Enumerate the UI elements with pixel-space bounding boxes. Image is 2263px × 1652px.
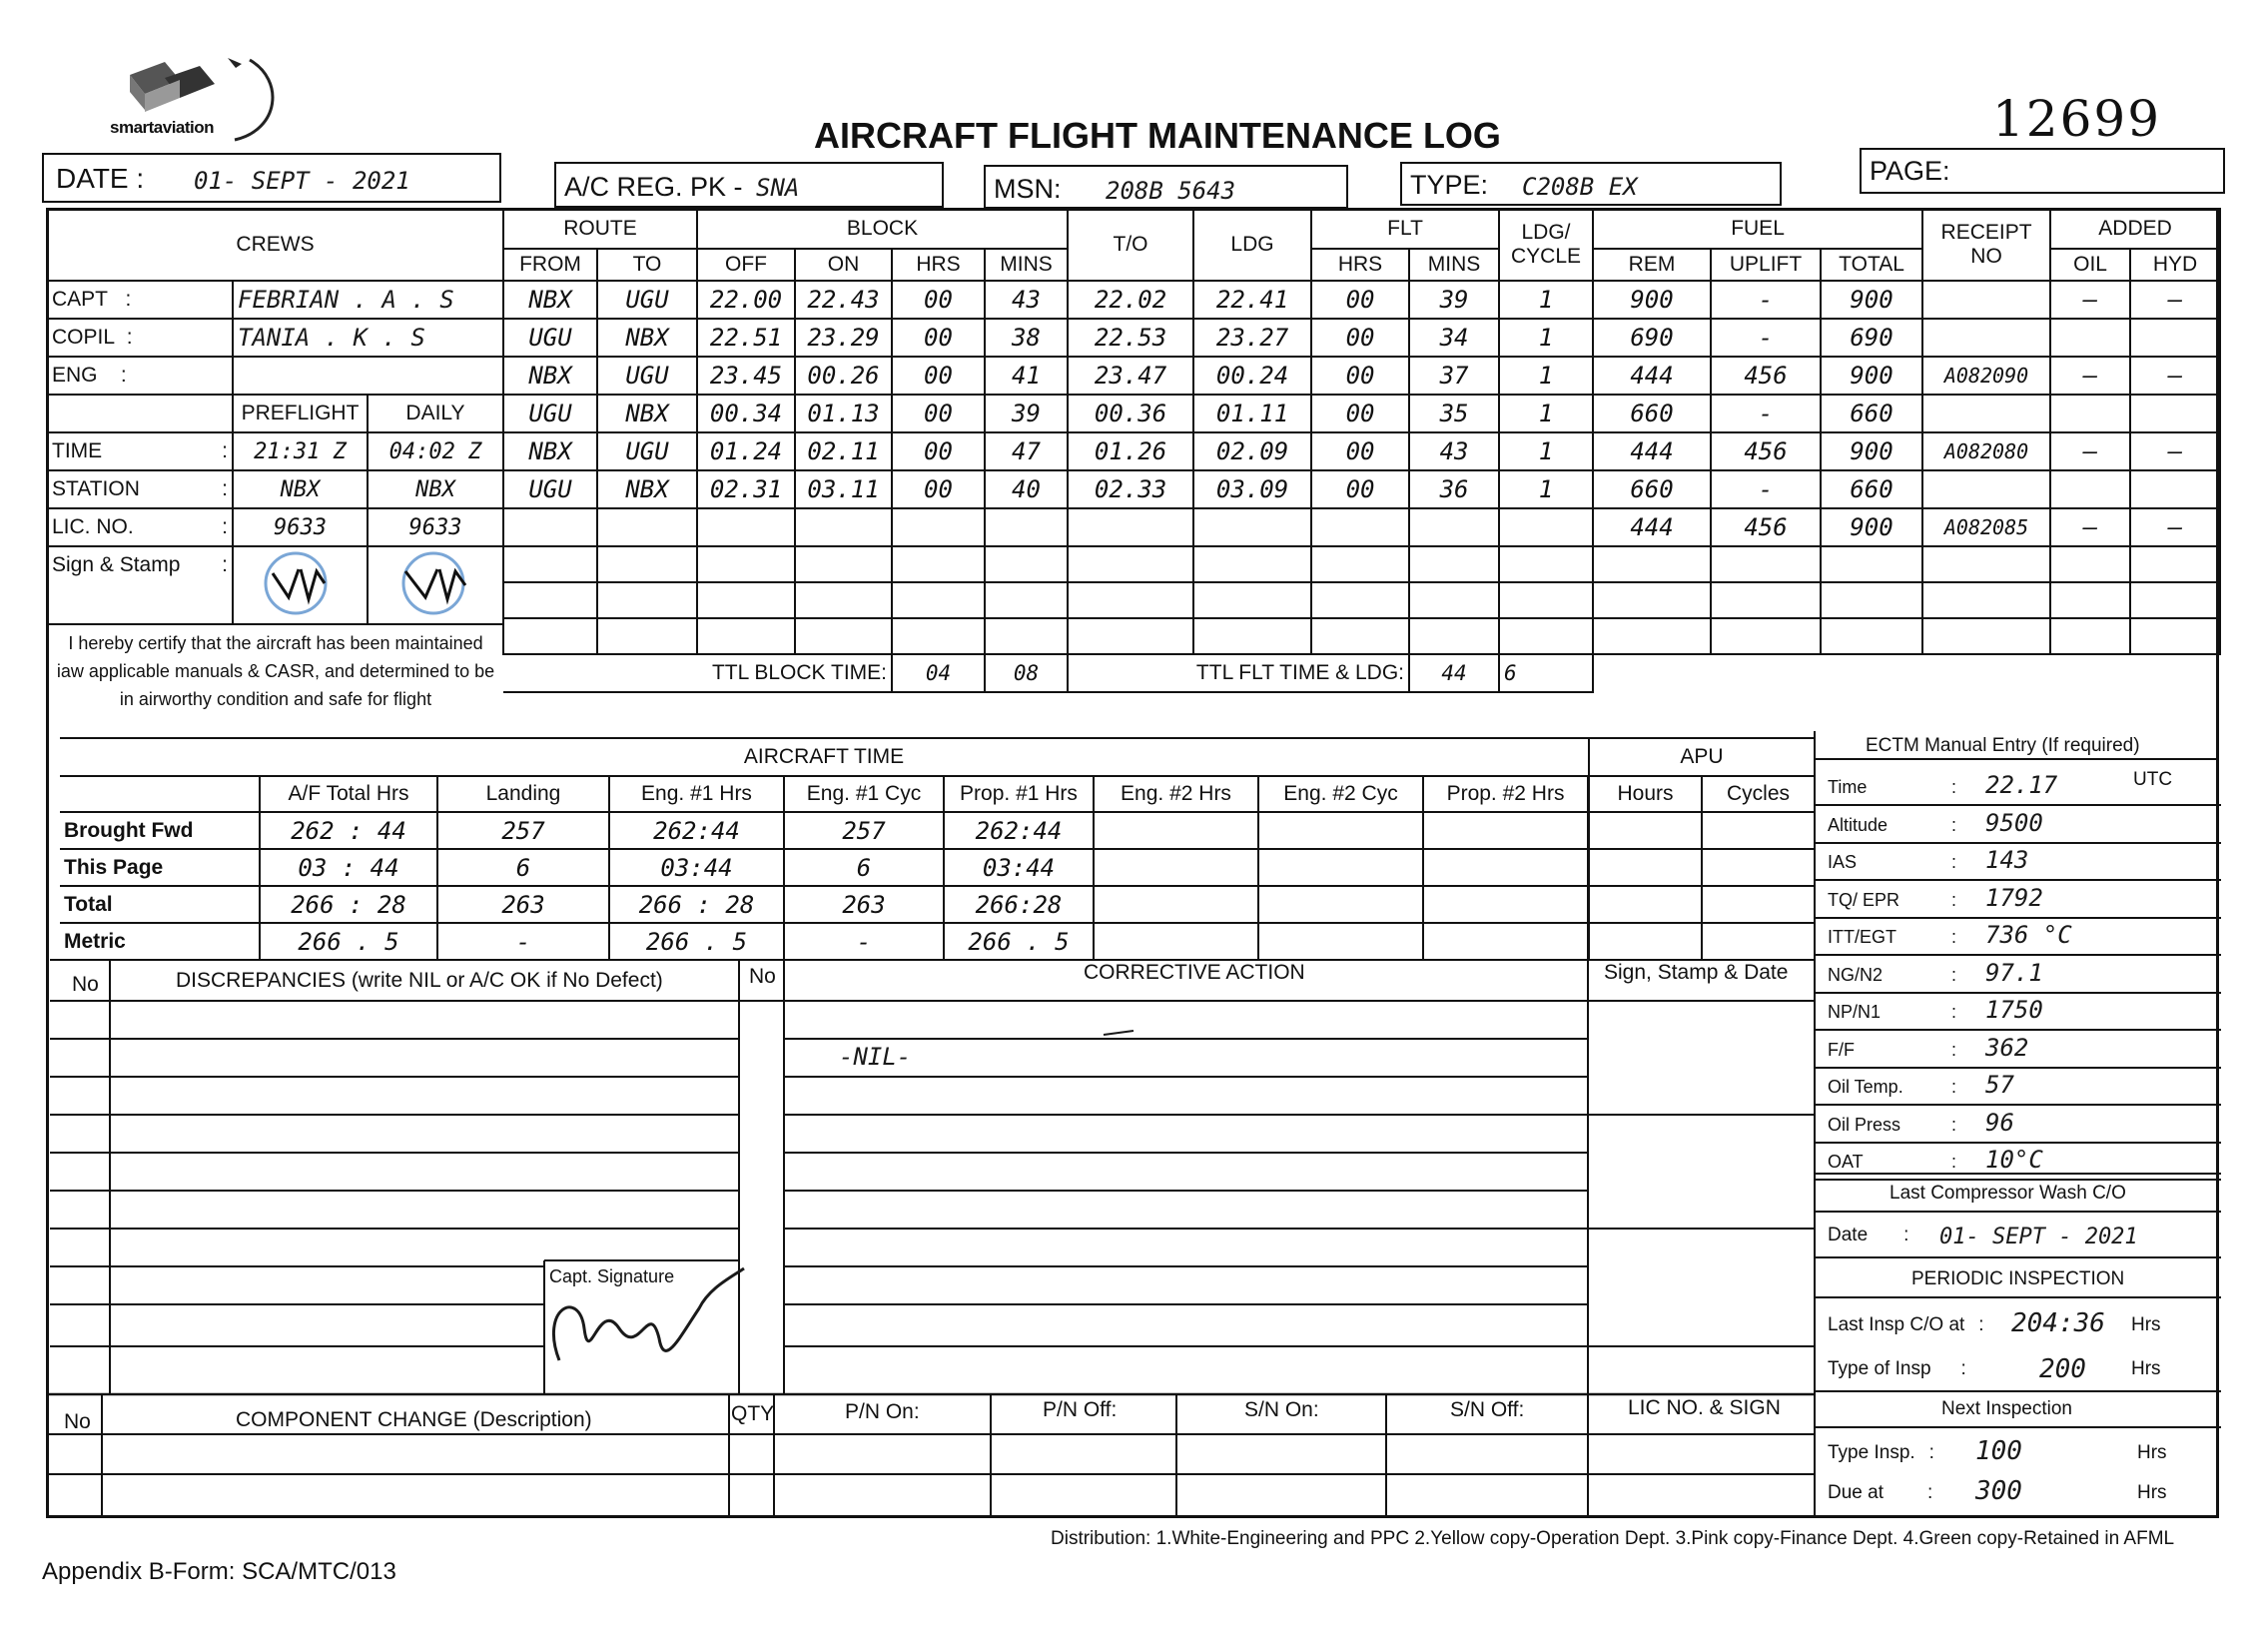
ectm-value[interactable]: 1750 [1985, 996, 2043, 1024]
aircraft-time-col-heading: Prop. #2 Hrs [1423, 776, 1588, 812]
flight-block-hrs-cell[interactable]: 00 [892, 319, 985, 357]
flt-hrs-heading: HRS [1311, 249, 1409, 281]
flight-fuel-total-cell[interactable]: 660 [1821, 470, 1922, 508]
copil-name[interactable]: TANIA . K . S [233, 319, 503, 357]
component-change-heading: COMPONENT CHANGE (Description) [236, 1408, 592, 1431]
aircraft-time-value-cell[interactable]: 266 . 5 [260, 923, 437, 960]
flight-to-cell[interactable]: UGU [597, 357, 697, 395]
aircraft-time-value-cell[interactable]: - [437, 923, 609, 960]
ectm-value[interactable]: 362 [1985, 1033, 2029, 1062]
lic-sign-heading: LIC NO. & SIGN [1628, 1396, 1781, 1419]
total-heading: TOTAL [1821, 249, 1922, 281]
block-hrs-heading: HRS [892, 249, 985, 281]
ectm-label: Oil Temp. [1828, 1077, 1903, 1097]
msn-value: 208B 5643 [1106, 177, 1236, 205]
distribution-note: Distribution: 1.White-Engineering and PPC 2.Yellow copy-Operation Dept. 3.Pink copy-Finance Dept. 4.Green copy-Retained in AFML [1051, 1528, 2175, 1549]
lic-daily[interactable]: 9633 [368, 508, 503, 546]
uplift-heading: UPLIFT [1711, 249, 1821, 281]
ectm-label: OAT [1828, 1152, 1864, 1172]
ectm-colon: : [1951, 964, 1957, 985]
flight-fuel-uplift-cell[interactable]: - [1711, 470, 1821, 508]
ectm-label: ITT/EGT [1828, 927, 1896, 947]
aircraft-time-row-label: This Page [60, 849, 260, 886]
flight-to-time-cell[interactable]: 22.53 [1068, 319, 1193, 357]
aircraft-time-value-cell[interactable]: 262:44 [609, 812, 784, 849]
aircraft-time-value-cell[interactable]: 262 : 44 [260, 812, 437, 849]
daily-label: DAILY [368, 395, 503, 432]
ttl-block-hrs[interactable]: 04 [892, 654, 985, 692]
aircraft-time-value-cell[interactable]: 257 [437, 812, 609, 849]
flight-flt-hrs-cell[interactable]: 00 [1311, 470, 1409, 508]
flight-receipt-no-cell[interactable]: A082085 [1922, 508, 2050, 546]
flight-fuel-rem-cell[interactable]: 900 [1593, 281, 1711, 319]
crews-heading: CREWS [47, 209, 503, 281]
flight-on-cell[interactable]: 02.11 [795, 432, 892, 470]
flight-oil-added-cell[interactable]: — [2050, 357, 2130, 395]
ectm-value[interactable]: 143 [1985, 846, 2029, 874]
flight-cycle-cell[interactable]: 1 [1499, 432, 1593, 470]
flight-block-mins-cell[interactable]: 41 [985, 357, 1068, 395]
flight-ldg-cell[interactable]: 02.09 [1193, 432, 1311, 470]
ectm-colon: : [1951, 927, 1957, 947]
ectm-colon: : [1951, 1152, 1957, 1172]
flight-block-hrs-cell[interactable]: 00 [892, 470, 985, 508]
aircraft-time-row-label: Brought Fwd [60, 812, 260, 849]
aircraft-time-value-cell[interactable]: 6 [437, 849, 609, 886]
flight-on-cell[interactable]: 22.43 [795, 281, 892, 319]
ectm-label: Altitude [1828, 814, 1888, 835]
flight-fuel-uplift-cell[interactable]: 456 [1711, 508, 1821, 546]
aircraft-time-col-heading: A/F Total Hrs [260, 776, 437, 812]
flight-to-time-cell[interactable]: 00.36 [1068, 395, 1193, 432]
flight-oil-added-cell[interactable]: — [2050, 508, 2130, 546]
flight-on-cell[interactable]: 03.11 [795, 470, 892, 508]
ectm-label: TQ/ EPR [1828, 889, 1900, 910]
ectm-value[interactable]: 97.1 [1985, 958, 2043, 987]
aircraft-time-value-cell[interactable]: 266:28 [944, 886, 1094, 923]
flight-to-cell[interactable]: NBX [597, 319, 697, 357]
station-preflight[interactable]: NBX [233, 470, 368, 508]
ttl-flt-label: TTL FLT TIME & LDG: [1068, 654, 1409, 692]
last-insp-value[interactable]: 204:36 [2011, 1308, 2105, 1338]
flight-on-cell[interactable]: 23.29 [795, 319, 892, 357]
flight-fuel-total-cell[interactable]: 690 [1821, 319, 1922, 357]
next-inspection-heading: Next Inspection [1941, 1398, 2072, 1419]
next-type-hrs: Hrs [2137, 1442, 2167, 1463]
discrepancies-heading: DISCREPANCIES (write NIL or A/C OK if No Defect) [176, 969, 663, 992]
ldg-cycle-heading: LDG/ CYCLE [1499, 209, 1593, 281]
ectm-value[interactable]: 736 °C [1985, 921, 2072, 949]
copil-label: COPIL : [47, 319, 233, 357]
ectm-value[interactable]: 96 [1985, 1108, 2014, 1137]
ectm-colon: : [1951, 1002, 1957, 1022]
aircraft-time-col-heading: Eng. #1 Hrs [609, 776, 784, 812]
aircraft-time-value-cell[interactable]: 266 . 5 [609, 923, 784, 960]
flight-receipt-no-cell[interactable]: A082080 [1922, 432, 2050, 470]
flt-mins-heading: MINS [1409, 249, 1499, 281]
aircraft-time-col-heading: Eng. #2 Cyc [1258, 776, 1423, 812]
flight-block-mins-cell[interactable]: 47 [985, 432, 1068, 470]
flight-to-time-cell[interactable]: 22.02 [1068, 281, 1193, 319]
due-hrs: Hrs [2137, 1482, 2167, 1503]
disc-no-label: No [72, 973, 99, 996]
sn-on-heading: S/N On: [1244, 1398, 1319, 1421]
route-heading: ROUTE [503, 209, 697, 249]
page-label: PAGE: [1870, 156, 1950, 186]
ldg-heading: LDG [1193, 209, 1311, 281]
eng-label: ENG : [47, 357, 233, 395]
sign-stamp-label: Sign & Stamp : [47, 546, 233, 624]
ectm-colon: : [1951, 777, 1957, 797]
flight-receipt-no-cell[interactable]: A082090 [1922, 357, 2050, 395]
flight-off-cell[interactable]: 02.31 [697, 470, 795, 508]
pn-off-heading: P/N Off: [1043, 1398, 1118, 1421]
ectm-label: F/F [1828, 1039, 1855, 1060]
block-heading: BLOCK [697, 209, 1068, 249]
aircraft-time-value-cell[interactable]: 03:44 [944, 849, 1094, 886]
sign-stamp-date-heading: Sign, Stamp & Date [1604, 961, 1789, 984]
aircraft-time-value-cell[interactable]: - [784, 923, 944, 960]
flight-hyd-added-cell[interactable]: — [2130, 432, 2220, 470]
flight-fuel-uplift-cell[interactable]: 456 [1711, 357, 1821, 395]
flight-from-cell[interactable]: NBX [503, 281, 597, 319]
ttl-block-mins[interactable]: 08 [985, 654, 1068, 692]
aircraft-time-value-cell[interactable]: 263 [784, 886, 944, 923]
flight-off-cell[interactable]: 22.00 [697, 281, 795, 319]
aircraft-time-heading: AIRCRAFT TIME [60, 738, 1588, 776]
flight-hyd-added-cell[interactable]: — [2130, 357, 2220, 395]
flight-cycle-cell[interactable]: 1 [1499, 395, 1593, 432]
off-heading: OFF [697, 249, 795, 281]
flight-ldg-cell[interactable]: 22.41 [1193, 281, 1311, 319]
flight-off-cell[interactable]: 23.45 [697, 357, 795, 395]
compressor-date-value[interactable]: 01- SEPT - 2021 [1939, 1225, 2138, 1249]
capt-name[interactable]: FEBRIAN . A . S [233, 281, 503, 319]
flight-block-hrs-cell[interactable]: 00 [892, 281, 985, 319]
due-label: Due at : [1828, 1482, 1933, 1503]
ectm-value[interactable]: 1792 [1985, 883, 2043, 912]
date-label: DATE : [56, 163, 145, 194]
compressor-date-label: Date : [1828, 1225, 1909, 1245]
aircraft-time-value-cell[interactable]: 03 : 44 [260, 849, 437, 886]
flight-from-cell[interactable]: UGU [503, 395, 597, 432]
flight-oil-added-cell[interactable]: — [2050, 432, 2130, 470]
flight-from-cell[interactable]: UGU [503, 319, 597, 357]
flight-block-hrs-cell[interactable]: 00 [892, 432, 985, 470]
ectm-value[interactable]: 22.17 [1985, 771, 2058, 799]
capt-label: CAPT : [47, 281, 233, 319]
flight-fuel-uplift-cell[interactable]: - [1711, 319, 1821, 357]
flight-block-mins-cell[interactable]: 38 [985, 319, 1068, 357]
flight-off-cell[interactable]: 00.34 [697, 395, 795, 432]
flight-flt-hrs-cell[interactable]: 00 [1311, 432, 1409, 470]
flight-fuel-rem-cell[interactable]: 660 [1593, 395, 1711, 432]
aircraft-time-col-heading: Eng. #2 Hrs [1094, 776, 1258, 812]
corrective-action-heading: CORRECTIVE ACTION [1084, 961, 1305, 984]
ttl-block-label: TTL BLOCK TIME: [503, 654, 892, 692]
flight-hyd-added-cell[interactable]: — [2130, 508, 2220, 546]
lic-label: LIC. NO. : [47, 508, 233, 546]
flight-from-cell[interactable]: NBX [503, 432, 597, 470]
ectm-utc: UTC [2133, 769, 2173, 790]
hyd-heading: HYD [2130, 249, 2220, 281]
ectm-label: IAS [1828, 852, 1858, 872]
ectm-colon: : [1951, 814, 1957, 835]
sn-off-heading: S/N Off: [1450, 1398, 1525, 1421]
flight-ldg-cell[interactable]: 23.27 [1193, 319, 1311, 357]
ectm-value[interactable]: 57 [1985, 1071, 2014, 1099]
corr-no-label: No [749, 965, 776, 988]
aircraft-time-value-cell[interactable]: 266 : 28 [609, 886, 784, 923]
flight-flt-mins-cell[interactable]: 37 [1409, 357, 1499, 395]
due-value[interactable]: 300 [1975, 1476, 2022, 1506]
aircraft-time-row-label: Metric [60, 923, 260, 960]
time-daily[interactable]: 04:02 Z [368, 432, 503, 470]
flight-block-hrs-cell[interactable]: 00 [892, 395, 985, 432]
flight-block-mins-cell[interactable]: 40 [985, 470, 1068, 508]
flight-fuel-total-cell[interactable]: 660 [1821, 395, 1922, 432]
aircraft-time-row-label: Total [60, 886, 260, 923]
receipt-heading: RECEIPT NO [1922, 209, 2050, 281]
last-insp-label: Last Insp C/O at : [1828, 1314, 1984, 1335]
flight-cycle-cell[interactable]: 1 [1499, 281, 1593, 319]
flight-flt-mins-cell[interactable]: 39 [1409, 281, 1499, 319]
appendix-label: Appendix B-Form: SCA/MTC/013 [42, 1558, 396, 1585]
flight-from-cell[interactable]: UGU [503, 470, 597, 508]
added-heading: ADDED [2050, 209, 2220, 249]
flight-fuel-total-cell[interactable]: 900 [1821, 281, 1922, 319]
apu-cycles-heading: Cycles [1702, 776, 1815, 812]
flight-fuel-uplift-cell[interactable]: - [1711, 281, 1821, 319]
ectm-label: NG/N2 [1828, 964, 1884, 985]
flt-heading: FLT [1311, 209, 1499, 249]
aircraft-time-value-cell[interactable]: 266 : 28 [260, 886, 437, 923]
flight-fuel-total-cell[interactable]: 900 [1821, 508, 1922, 546]
aircraft-time-value-cell[interactable]: 03:44 [609, 849, 784, 886]
date-value: 01- SEPT - 2021 [194, 167, 410, 195]
aircraft-time-value-cell[interactable]: 263 [437, 886, 609, 923]
ectm-colon: : [1951, 1114, 1957, 1135]
type-insp-label: Type of Insp : [1828, 1358, 1966, 1379]
logo-text: smartaviation [110, 118, 215, 137]
flight-ldg-cell[interactable]: 01.11 [1193, 395, 1311, 432]
flight-to-cell[interactable]: UGU [597, 432, 697, 470]
flight-flt-mins-cell[interactable]: 43 [1409, 432, 1499, 470]
flight-flt-mins-cell[interactable]: 36 [1409, 470, 1499, 508]
aircraft-time-col-heading: Prop. #1 Hrs [944, 776, 1094, 812]
flight-to-time-cell[interactable]: 23.47 [1068, 357, 1193, 395]
ectm-value[interactable]: 10°C [1985, 1146, 2043, 1174]
ttl-ldg[interactable]: 6 [1499, 654, 1593, 692]
msn-label: MSN: [994, 174, 1062, 204]
flight-flt-hrs-cell[interactable]: 00 [1311, 395, 1409, 432]
certify-statement: I hereby certify that the aircraft has been maintained iaw applicable manuals & CASR, and determined to be in airworthy condition and safe for flight [56, 633, 495, 709]
flight-block-mins-cell[interactable]: 43 [985, 281, 1068, 319]
aircraft-time-col-heading: Landing [437, 776, 609, 812]
time-label: TIME : [47, 432, 233, 470]
block-mins-heading: MINS [985, 249, 1068, 281]
type-insp-hrs: Hrs [2131, 1358, 2161, 1379]
ectm-heading: ECTM Manual Entry (If required) [1866, 735, 2140, 756]
flight-fuel-uplift-cell[interactable]: - [1711, 395, 1821, 432]
type-value: C208B EX [1522, 173, 1638, 201]
flight-on-cell[interactable]: 01.13 [795, 395, 892, 432]
ttl-flt-mins[interactable]: 44 [1409, 654, 1499, 692]
from-heading: FROM [503, 249, 597, 281]
flight-block-hrs-cell[interactable]: 00 [892, 357, 985, 395]
flight-off-cell[interactable]: 01.24 [697, 432, 795, 470]
next-type-value[interactable]: 100 [1975, 1436, 2022, 1466]
aircraft-time-col-heading: Eng. #1 Cyc [784, 776, 944, 812]
comp-no-label: No [64, 1410, 91, 1433]
capt-signature-label: Capt. Signature [549, 1266, 675, 1286]
form-title: AIRCRAFT FLIGHT MAINTENANCE LOG [814, 115, 1501, 156]
fuel-heading: FUEL [1593, 209, 1922, 249]
on-heading: ON [795, 249, 892, 281]
ectm-colon: : [1951, 1077, 1957, 1097]
ectm-label: NP/N1 [1828, 1002, 1882, 1022]
aircraft-time-value-cell[interactable]: 266 . 5 [944, 923, 1094, 960]
reg-value: SNA [756, 174, 800, 202]
type-insp-value[interactable]: 200 [2039, 1354, 2086, 1384]
ectm-colon: : [1951, 889, 1957, 910]
flight-from-cell[interactable]: NBX [503, 357, 597, 395]
qty-heading: QTY [731, 1402, 775, 1425]
flight-fuel-rem-cell[interactable]: 444 [1593, 432, 1711, 470]
next-type-label: Type Insp. : [1828, 1442, 1934, 1463]
flight-oil-added-cell[interactable]: — [2050, 281, 2130, 319]
periodic-heading: PERIODIC INSPECTION [1911, 1268, 2125, 1289]
station-daily[interactable]: NBX [368, 470, 503, 508]
lic-preflight[interactable]: 9633 [233, 508, 368, 546]
last-insp-hrs: Hrs [2131, 1314, 2161, 1335]
aircraft-time-value-cell[interactable]: 6 [784, 849, 944, 886]
to-heading: T/O [1068, 209, 1193, 281]
flight-on-cell[interactable]: 00.26 [795, 357, 892, 395]
flight-cycle-cell[interactable]: 1 [1499, 470, 1593, 508]
preflight-label: PREFLIGHT [233, 395, 368, 432]
flight-flt-mins-cell[interactable]: 34 [1409, 319, 1499, 357]
time-preflight[interactable]: 21:31 Z [233, 432, 368, 470]
aircraft-time-value-cell[interactable]: 262:44 [944, 812, 1094, 849]
flight-block-mins-cell[interactable]: 39 [985, 395, 1068, 432]
ectm-value[interactable]: 9500 [1985, 808, 2043, 837]
station-label: STATION : [47, 470, 233, 508]
captain-signature [553, 1268, 744, 1360]
pn-on-heading: P/N On: [845, 1400, 920, 1423]
flight-fuel-total-cell[interactable]: 900 [1821, 357, 1922, 395]
reg-label: A/C REG. PK - [564, 172, 743, 202]
apu-heading: APU [1589, 738, 1815, 776]
flight-cycle-cell[interactable]: 1 [1499, 357, 1593, 395]
flight-ldg-cell[interactable]: 00.24 [1193, 357, 1311, 395]
ectm-label: Time [1828, 777, 1868, 797]
flight-hyd-added-cell[interactable]: — [2130, 281, 2220, 319]
flight-to-time-cell[interactable]: 02.33 [1068, 470, 1193, 508]
flight-to-cell[interactable]: NBX [597, 470, 697, 508]
rem-heading: REM [1593, 249, 1711, 281]
serial-number: 12699 [1992, 90, 2162, 148]
flight-fuel-uplift-cell[interactable]: 456 [1711, 432, 1821, 470]
flight-fuel-rem-cell[interactable]: 660 [1593, 470, 1711, 508]
ectm-colon: : [1951, 852, 1957, 872]
nil-entry[interactable]: -NIL- [839, 1043, 912, 1071]
flight-flt-mins-cell[interactable]: 35 [1409, 395, 1499, 432]
ectm-colon: : [1951, 1039, 1957, 1060]
ectm-label: Oil Press [1828, 1114, 1901, 1135]
type-label: TYPE: [1410, 170, 1489, 200]
oil-heading: OIL [2050, 249, 2130, 281]
flight-fuel-total-cell[interactable]: 900 [1821, 432, 1922, 470]
flight-flt-hrs-cell[interactable]: 00 [1311, 357, 1409, 395]
flight-fuel-rem-cell[interactable]: 690 [1593, 319, 1711, 357]
flight-to-time-cell[interactable]: 01.26 [1068, 432, 1193, 470]
flight-cycle-cell[interactable]: 1 [1499, 319, 1593, 357]
flight-ldg-cell[interactable]: 03.09 [1193, 470, 1311, 508]
flight-off-cell[interactable]: 22.51 [697, 319, 795, 357]
apu-hours-heading: Hours [1589, 776, 1702, 812]
flight-to-cell[interactable]: UGU [597, 281, 697, 319]
compressor-heading: Last Compressor Wash C/O [1889, 1183, 2126, 1204]
flight-fuel-rem-cell[interactable]: 444 [1593, 508, 1711, 546]
aircraft-time-value-cell[interactable]: 257 [784, 812, 944, 849]
to-col-heading: TO [597, 249, 697, 281]
flight-fuel-rem-cell[interactable]: 444 [1593, 357, 1711, 395]
flight-to-cell[interactable]: NBX [597, 395, 697, 432]
flight-flt-hrs-cell[interactable]: 00 [1311, 319, 1409, 357]
flight-flt-hrs-cell[interactable]: 00 [1311, 281, 1409, 319]
